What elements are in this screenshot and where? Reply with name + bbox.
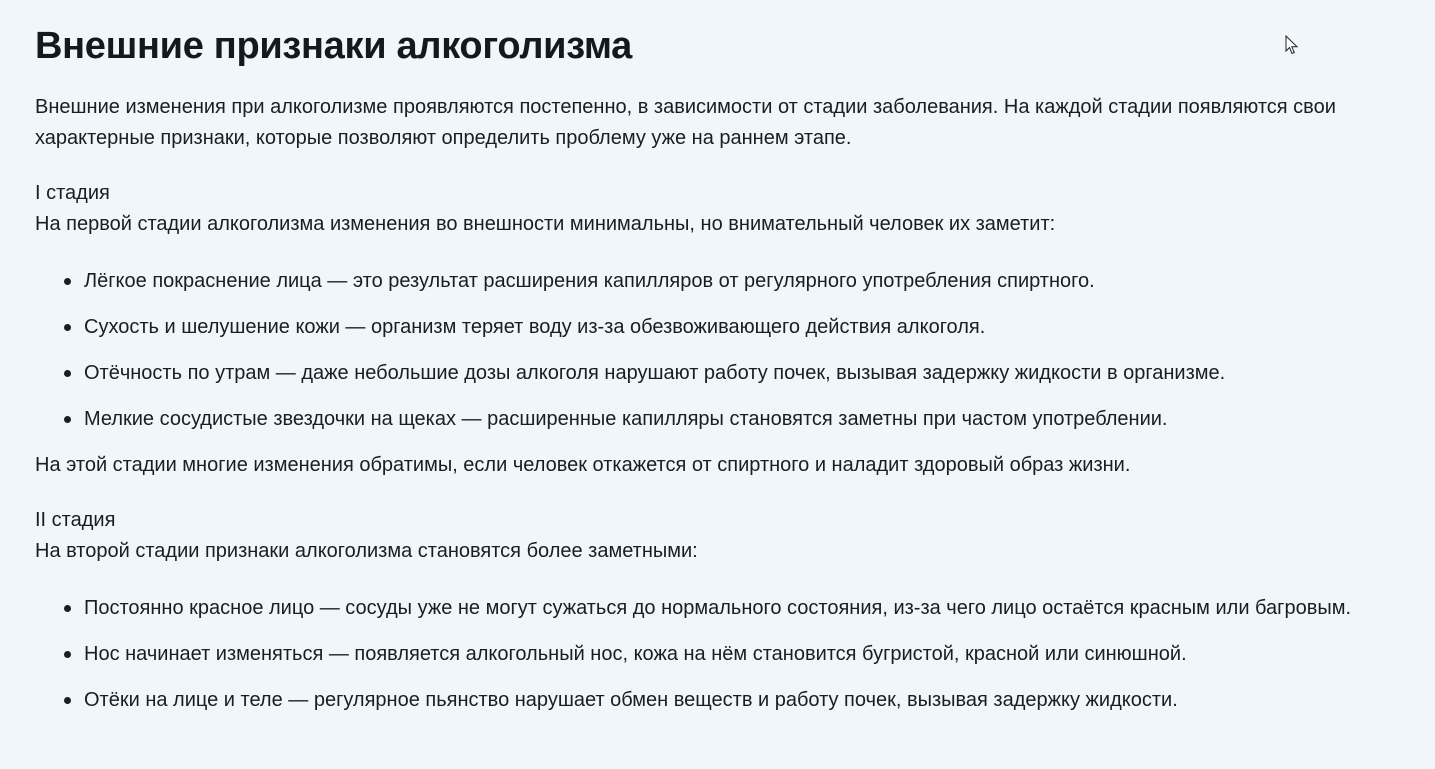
mouse-pointer-icon xyxy=(1285,35,1299,55)
list-item-text: Сухость и шелушение кожи — организм теряет воду из-за обезвоживающего действия алкоголя. xyxy=(84,316,986,338)
bullet-icon xyxy=(64,697,71,704)
list-item-text: Постоянно красное лицо — сосуды уже не могут сужаться до нормального состояния, из-за чего лицо остаётся красным или багровым. xyxy=(84,597,1352,619)
list-item-text: Лёгкое покраснение лица — это результат расширения капилляров от регулярного употребления спиртного. xyxy=(84,270,1095,292)
bullet-icon xyxy=(64,278,71,285)
bullet-icon xyxy=(64,651,71,658)
intro-paragraph: Внешние изменения при алкоголизме проявляются постепенно, в зависимости от стадии заболевания. На каждой стадии появляются свои характерные признаки, которые позволяют определить проблему уже на раннем этапе. xyxy=(35,96,1336,149)
list-item xyxy=(35,685,1430,715)
stage-1-lead: На первой стадии алкоголизма изменения во внешности минимальны, но внимательный человек их заметит: xyxy=(35,213,1056,235)
stage-2-title: II стадия xyxy=(35,509,116,531)
list-item xyxy=(35,358,1430,388)
stage-1-conclusion: На этой стадии многие изменения обратимы, если человек откажется от спиртного и наладит здоровый образ жизни. xyxy=(35,454,1131,476)
stage-2-section xyxy=(35,505,1430,715)
bullet-icon xyxy=(64,605,71,612)
list-item-text: Мелкие сосудистые звездочки на щеках — расширенные капилляры становятся заметны при частом употреблении. xyxy=(84,408,1168,430)
list-item-text: Отёки на лице и теле — регулярное пьянство нарушает обмен веществ и работу почек, вызывая задержку жидкости. xyxy=(84,689,1178,711)
stage-1-list xyxy=(35,266,1430,434)
stage-1-section xyxy=(35,178,1430,481)
article xyxy=(35,0,1430,731)
list-item-text: Нос начинает изменяться — появляется алкогольный нос, кожа на нём становится бугристой, красной или синюшной. xyxy=(84,643,1187,665)
list-item xyxy=(35,404,1430,434)
bullet-icon xyxy=(64,416,71,423)
list-item xyxy=(35,639,1430,669)
list-item-text: Отёчность по утрам — даже небольшие дозы алкоголя нарушают работу почек, вызывая задержку жидкости в организме. xyxy=(84,362,1226,384)
stage-2-lead: На второй стадии признаки алкоголизма становятся более заметными: xyxy=(35,540,698,562)
page-title: Внешние признаки алкоголизма xyxy=(35,25,633,67)
list-item xyxy=(35,266,1430,296)
bullet-icon xyxy=(64,324,71,331)
bullet-icon xyxy=(64,370,71,377)
stage-1-title: I стадия xyxy=(35,182,110,204)
list-item xyxy=(35,593,1430,623)
list-item xyxy=(35,312,1430,342)
stage-2-list xyxy=(35,593,1430,715)
